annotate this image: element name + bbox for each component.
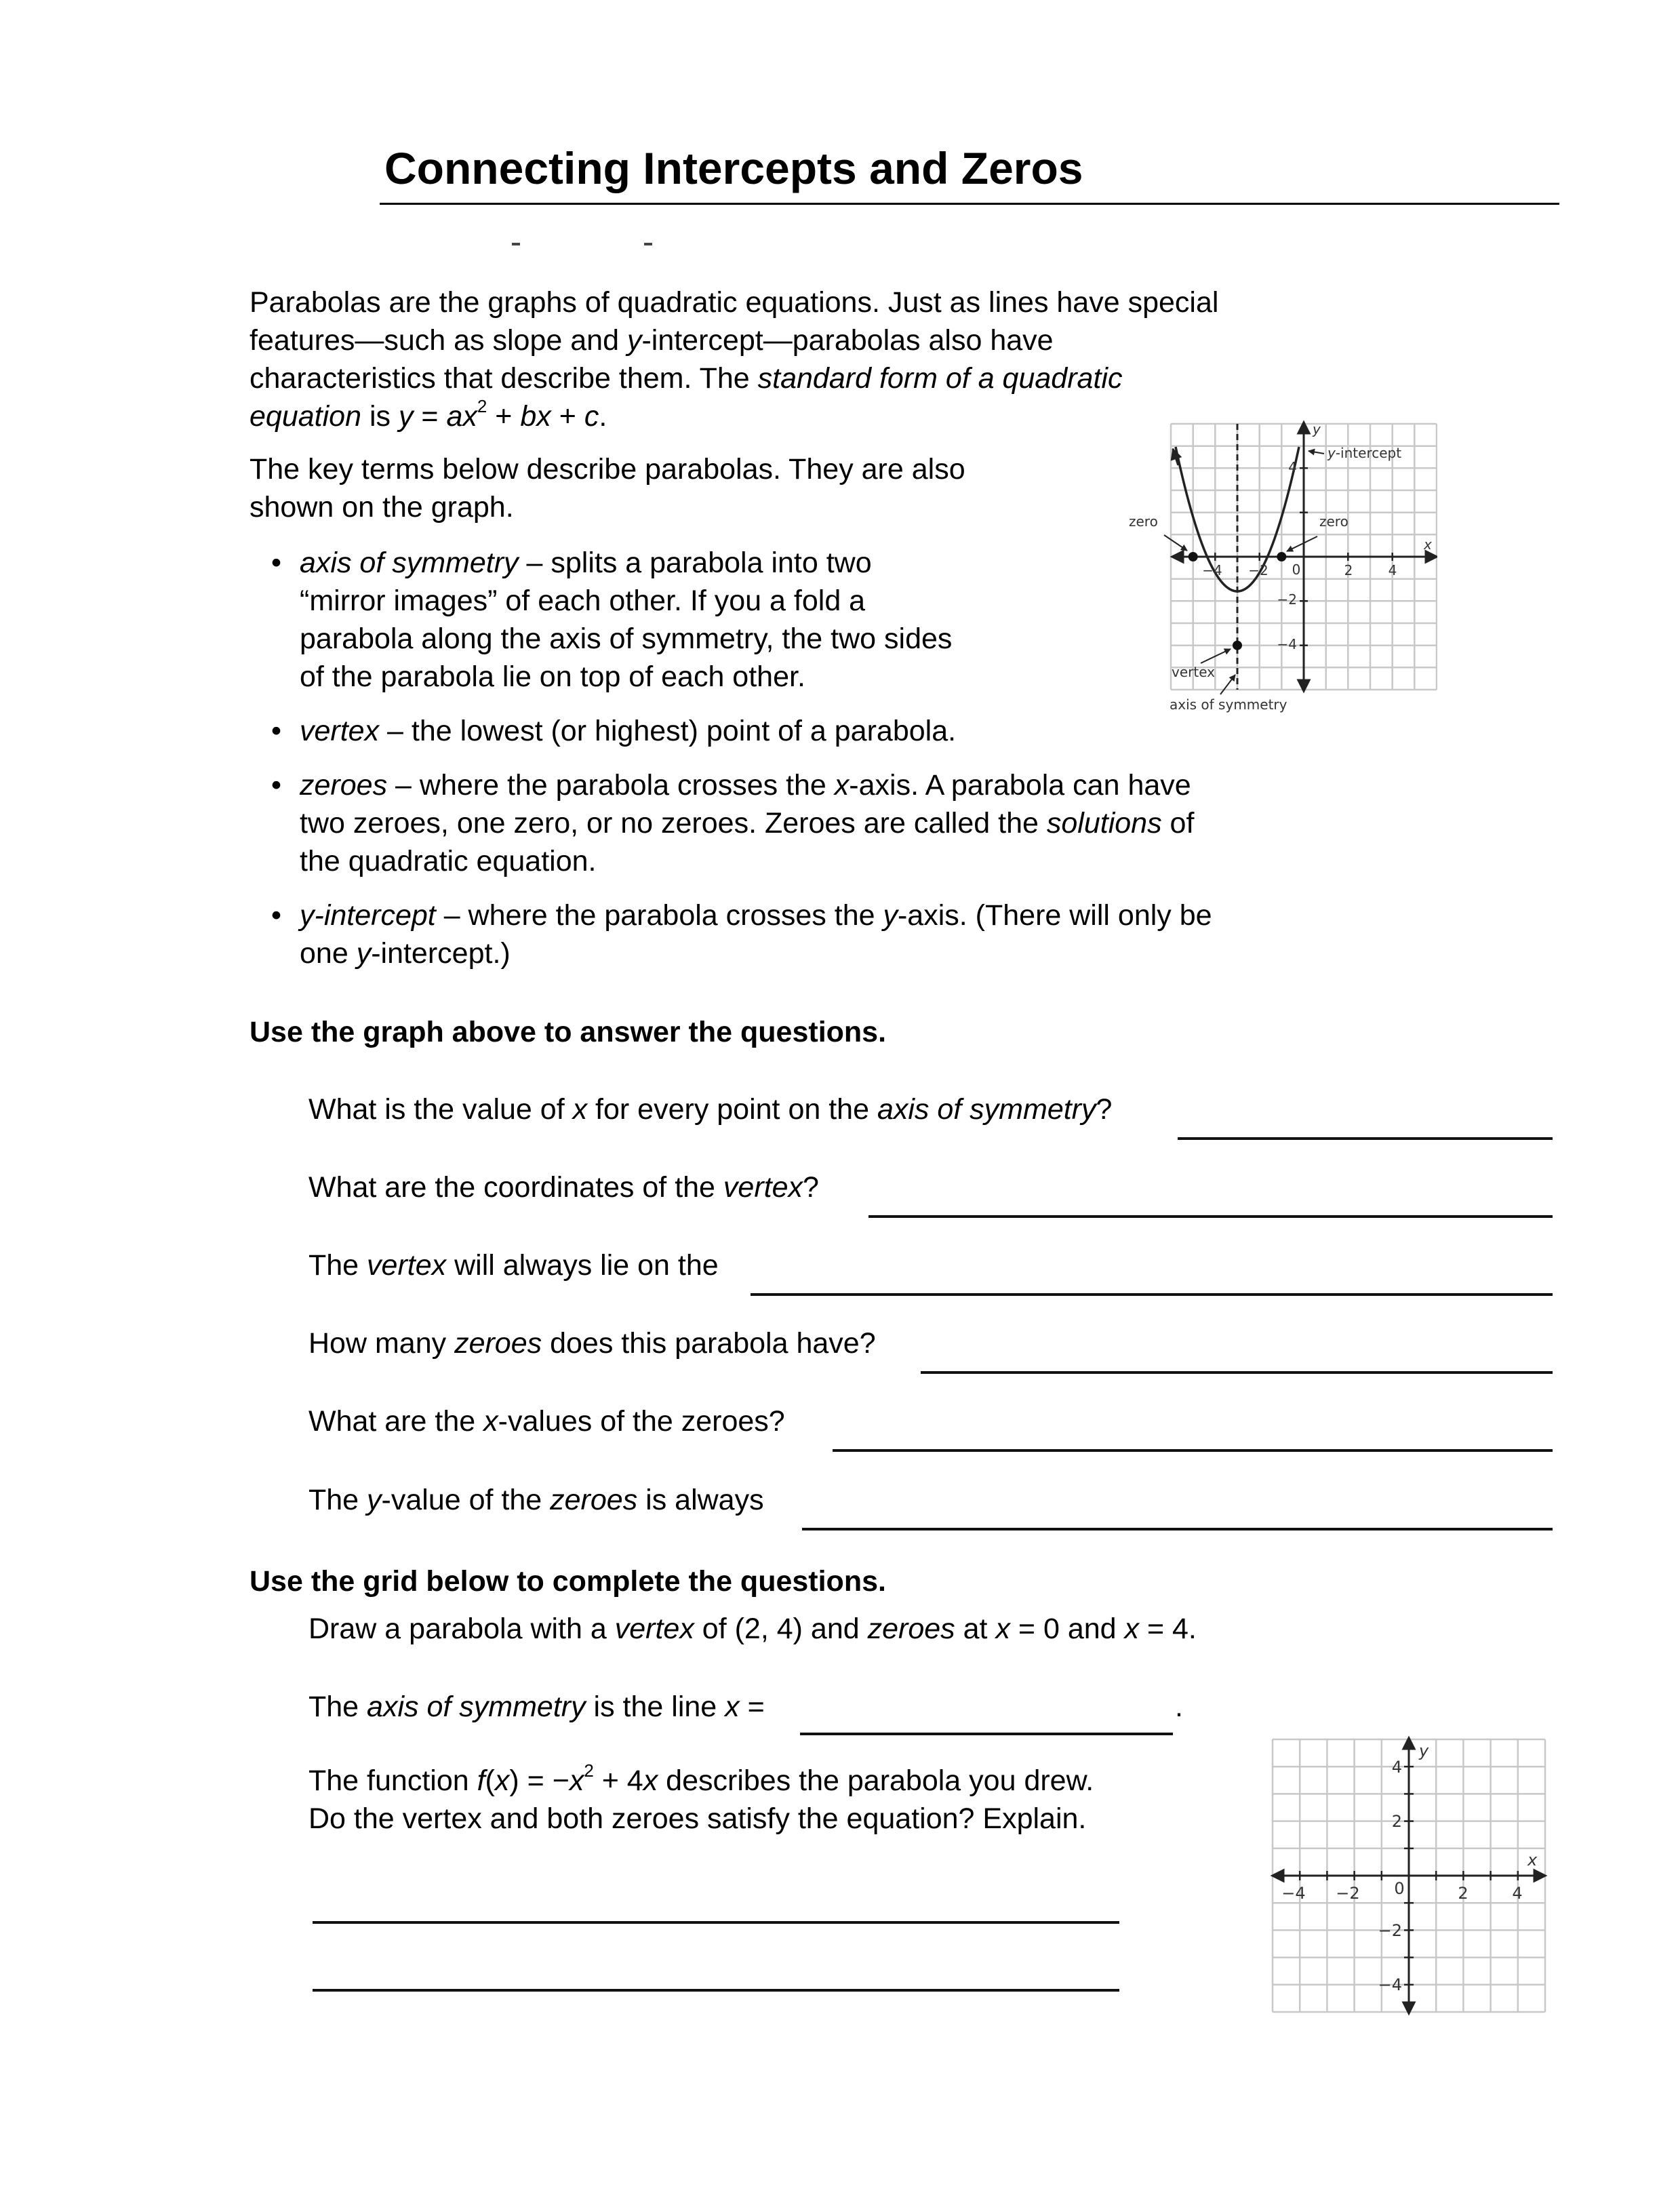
bullet-icon: •: [271, 715, 282, 747]
svg-text:zero: zero: [1319, 513, 1349, 530]
answer-blank-axis-line[interactable]: [800, 1733, 1173, 1735]
svg-text:4: 4: [1288, 459, 1297, 475]
svg-text:−4: −4: [1378, 1975, 1402, 1994]
svg-text:−2: −2: [1248, 562, 1269, 578]
svg-text:−2: −2: [1378, 1921, 1402, 1940]
svg-text:y: y: [1313, 421, 1321, 437]
svg-text:zero: zero: [1129, 513, 1158, 530]
svg-text:vertex: vertex: [1172, 664, 1215, 680]
section1-heading: Use the graph above to answer the questions.: [249, 1016, 887, 1048]
intro-line: Parabolas are the graphs of quadratic equations. Just as lines have special: [249, 286, 1219, 319]
bullet-icon: •: [271, 769, 282, 802]
bullet-y-intercept: • y-intercept – where the parabola crosses the y-axis. (There will only be one y-intercept.): [271, 896, 1212, 972]
answer-blank-zero-count[interactable]: [921, 1371, 1553, 1374]
answer-blank-zero-y-value[interactable]: [802, 1528, 1553, 1530]
svg-text:4: 4: [1512, 1884, 1523, 1903]
explain-answer-line-2[interactable]: [313, 1989, 1119, 1992]
svg-text:axis of symmetry: axis of symmetry: [1170, 696, 1287, 713]
bullet-zeroes: • zeroes – where the parabola crosses the x-axis. A parabola can have two zeroes, one zero, or no zeroes. Zeroes are called the solutions of the quadratic equation.: [271, 766, 1194, 880]
question-vertex-lies-on: The vertex will always lie on the: [308, 1249, 719, 1282]
question-vertex-coordinates: What are the coordinates of the vertex?: [308, 1171, 819, 1204]
vertex-point: [1233, 641, 1242, 650]
intro-paragraph: [249, 283, 1218, 435]
key-terms-line: The key terms below describe parabolas. They are also: [249, 453, 965, 486]
svg-text:2: 2: [1391, 1812, 1402, 1831]
svg-text:0: 0: [1292, 561, 1301, 578]
svg-text:y-intercept: y-intercept: [1327, 445, 1402, 461]
svg-text:x: x: [1527, 1851, 1538, 1870]
svg-text:−4: −4: [1277, 636, 1297, 652]
answer-blank-vertex-coordinates[interactable]: [868, 1215, 1553, 1218]
answer-blank-zero-x-values[interactable]: [833, 1449, 1553, 1452]
bullet-icon: •: [271, 899, 282, 932]
svg-text:−4: −4: [1202, 562, 1222, 578]
page-title: Connecting Intercepts and Zeros: [384, 143, 1083, 193]
draw-instruction: Draw a parabola with a vertex of (2, 4) and zeroes at x = 0 and x = 4.: [308, 1613, 1197, 1645]
svg-text:2: 2: [1344, 562, 1353, 578]
intro-line: characteristics that describe them. The standard form of a quadratic: [249, 362, 1123, 395]
key-terms-graph: [1112, 400, 1437, 726]
question-zero-y-value: The y-value of the zeroes is always: [308, 1484, 764, 1516]
scan-artifact: [512, 243, 520, 245]
question-axis-value: What is the value of x for every point on the axis of symmetry?: [308, 1093, 1113, 1126]
svg-text:y: y: [1419, 1741, 1429, 1760]
standard-form-equation: equation is $y = ax^2$ + bx + c.: [249, 396, 607, 433]
explain-answer-line-1[interactable]: [313, 1921, 1119, 1924]
question-zero-count: How many zeroes does this parabola have?: [308, 1327, 876, 1360]
svg-text:4: 4: [1388, 562, 1397, 578]
key-terms-intro: [249, 450, 965, 526]
answer-blank-axis-value[interactable]: [1178, 1137, 1553, 1140]
question-zero-x-values: What are the x-values of the zeroes?: [308, 1405, 785, 1438]
scan-artifact: [644, 243, 652, 245]
bullet-vertex: • vertex – the lowest (or highest) point of a parabola.: [271, 712, 956, 750]
bullet-icon: •: [271, 547, 282, 579]
svg-text:x: x: [1424, 536, 1432, 553]
intro-line: features—such as slope and y-intercept—parabolas also have: [249, 324, 1054, 357]
zero-point-right: [1277, 552, 1286, 561]
blank-coordinate-grid[interactable]: [1261, 1729, 1553, 2021]
key-terms-line: shown on the graph.: [249, 491, 514, 524]
title-underline: [380, 203, 1559, 205]
period: .: [1175, 1691, 1183, 1723]
answer-blank-vertex-lies-on[interactable]: [751, 1293, 1553, 1296]
svg-text:−4: −4: [1281, 1884, 1306, 1903]
function-question: The function $f(x) = -x^2 + 4x$ describes the parabola you drew. Do the vertex and both zeroes satisfy the equation? Explain.: [308, 1760, 1094, 1835]
section2-heading: Use the grid below to complete the questions.: [249, 1565, 886, 1598]
svg-text:0: 0: [1394, 1879, 1405, 1898]
zero-point-left: [1188, 552, 1198, 561]
svg-text:2: 2: [1458, 1884, 1469, 1903]
svg-text:−2: −2: [1336, 1884, 1360, 1903]
svg-text:−2: −2: [1277, 591, 1297, 608]
question-axis-line: The axis of symmetry is the line x =: [308, 1691, 765, 1723]
bullet-axis-of-symmetry: • axis of symmetry – splits a parabola into two “mirror images” of each other. If you a fold a parabola along the axis of symmetry, the two sides of the parabola lie on top of each other.: [271, 544, 952, 696]
svg-text:4: 4: [1391, 1758, 1402, 1777]
